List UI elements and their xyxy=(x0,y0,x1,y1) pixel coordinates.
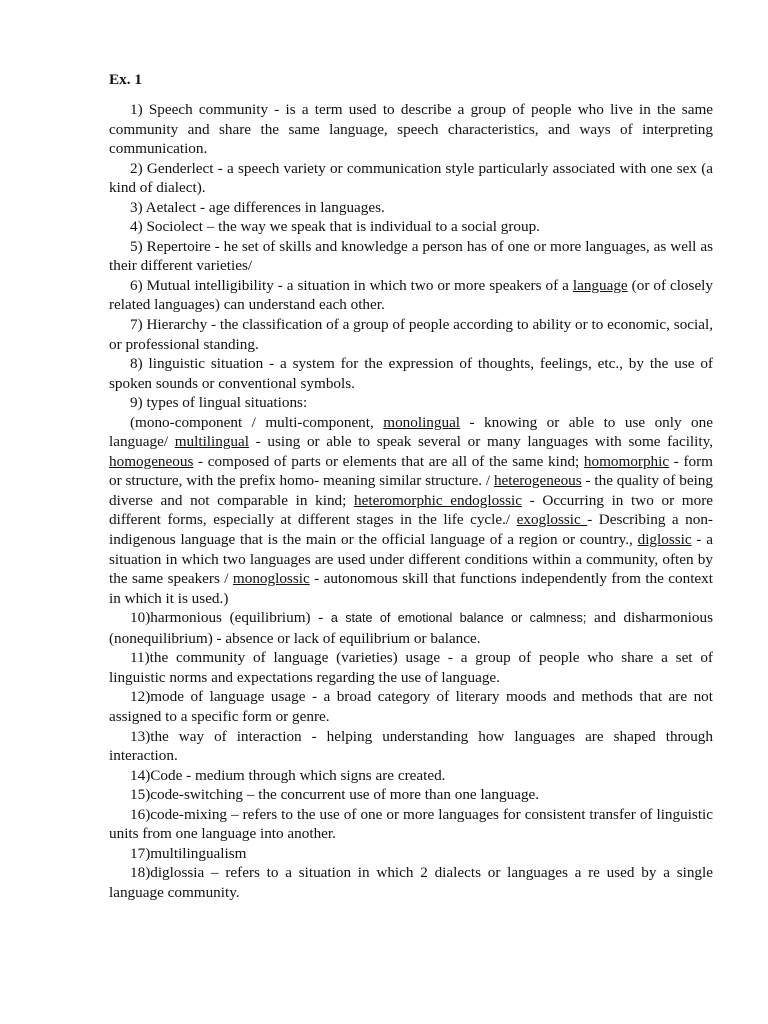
definition-text: 4) Sociolect – the way we speak that is individual to a social group. xyxy=(130,218,540,236)
list-item xyxy=(109,159,713,198)
list-item xyxy=(109,237,713,276)
definition-text: and disharmonious (nonequilibrium) - absence or lack of equilibrium or balance. xyxy=(109,609,713,647)
list-item xyxy=(109,198,713,218)
definition-text: 5) Repertoire - he set of skills and knowledge a person has of one or more languages, as well as their different varieties/ xyxy=(109,237,713,275)
list-item xyxy=(109,413,713,608)
list-item xyxy=(109,785,713,805)
list-item xyxy=(109,648,713,687)
list-item xyxy=(109,727,713,766)
definition-text: 17)multilingualism xyxy=(130,844,247,862)
list-item xyxy=(109,766,713,786)
definition-text: 12)mode of language usage - a broad category of literary moods and methods that are not assigned to a specific form or genre. xyxy=(109,688,713,725)
definition-text: 10)harmonious (equilibrium) - xyxy=(130,609,331,627)
list-item xyxy=(109,393,713,413)
definition-text: 11)the community of language (varieties) usage - a group of people who share a set of linguistic norms and expectations regarding the use of language. xyxy=(109,649,713,686)
definition-text: 3) Aetalect - age differences in languages. xyxy=(130,198,385,216)
definition-text: - Describing a non-indigenous language that is the main or the official language of a region or country., xyxy=(109,511,713,549)
list-item xyxy=(109,863,713,902)
definition-text-sans: a state of emotional balance or calmness; xyxy=(330,611,587,626)
definition-text: - knowing or able to use only one language/ xyxy=(109,413,713,451)
underlined-term: multilingual xyxy=(174,433,249,451)
underlined-term: heterogeneous xyxy=(493,472,582,490)
definition-text: 2) Genderlect - a speech variety or communication style particularly associated with one sex (a kind of dialect). xyxy=(109,159,713,197)
list-item xyxy=(109,687,713,726)
list-item xyxy=(109,100,713,159)
underlined-term: diglossic xyxy=(637,531,692,549)
definition-text: (mono-component / multi-component, xyxy=(130,413,384,431)
underlined-term: language xyxy=(572,276,628,294)
definition-text: 8) linguistic situation - a system for the expression of thoughts, feelings, etc., by the use of spoken sounds or conventional symbols. xyxy=(109,355,713,392)
definition-text: 9) types of lingual situations: xyxy=(130,394,308,412)
list-item xyxy=(109,844,713,864)
underlined-term: exoglossic xyxy=(516,511,588,529)
definition-text: 6) Mutual intelligibility - a situation in which two or more speakers of a xyxy=(130,276,573,294)
underlined-term: homogeneous xyxy=(109,452,194,470)
list-item xyxy=(109,354,713,393)
underlined-term: monolingual xyxy=(383,413,461,431)
definition-text: - composed of parts or elements that are all of the same kind; xyxy=(193,452,584,470)
underlined-term: monoglossic xyxy=(232,570,310,588)
list-item xyxy=(109,276,713,315)
definition-text: 14)Code - medium through which signs are created. xyxy=(130,766,446,784)
definition-text: 13)the way of interaction - helping understanding how languages are shaped through interaction. xyxy=(109,727,713,765)
list-item xyxy=(109,217,713,237)
underlined-term: heteromorphic endoglossic xyxy=(354,491,522,509)
definition-list xyxy=(109,100,713,902)
definition-text: - autonomous skill that functions independently from the context in which it is used.) xyxy=(109,570,713,607)
definition-text: - using or able to speak several or many languages with some facility, xyxy=(248,433,713,451)
document-page xyxy=(109,70,713,902)
definition-text: 18)diglossia – refers to a situation in which 2 dialects or languages a re used by a single language community. xyxy=(109,864,713,901)
definition-text: - form or structure, with the prefix homo- meaning similar structure. / xyxy=(109,452,713,490)
exercise-title: Ex. 1 xyxy=(109,71,142,88)
list-item xyxy=(109,805,713,844)
definition-text: 7) Hierarchy - the classification of a group of people according to ability or to economic, social, or professional standing. xyxy=(109,316,713,353)
definition-text: - the quality of being diverse and not comparable in kind; xyxy=(109,472,713,509)
list-item xyxy=(109,608,713,648)
definition-text: - Occurring in two or more different forms, especially at different stages in the life cycle./ xyxy=(109,491,714,529)
definition-text: 16)code-mixing – refers to the use of one or more languages for consistent transfer of linguistic units from one language into another. xyxy=(109,805,713,843)
definition-text: 1) Speech community - is a term used to describe a group of people who live in the same community and share the same language, speech characteristics, and ways of interpreting communication. xyxy=(109,101,713,158)
list-item xyxy=(109,315,713,354)
definition-text: 15)code-switching – the concurrent use of more than one language. xyxy=(130,786,540,804)
definition-text: - a situation in which two languages are used under different conditions within a community, often by the same speakers / xyxy=(109,531,713,588)
underlined-term: homomorphic xyxy=(583,452,670,470)
definition-text: (or of closely related languages) can understand each other. xyxy=(109,276,713,314)
